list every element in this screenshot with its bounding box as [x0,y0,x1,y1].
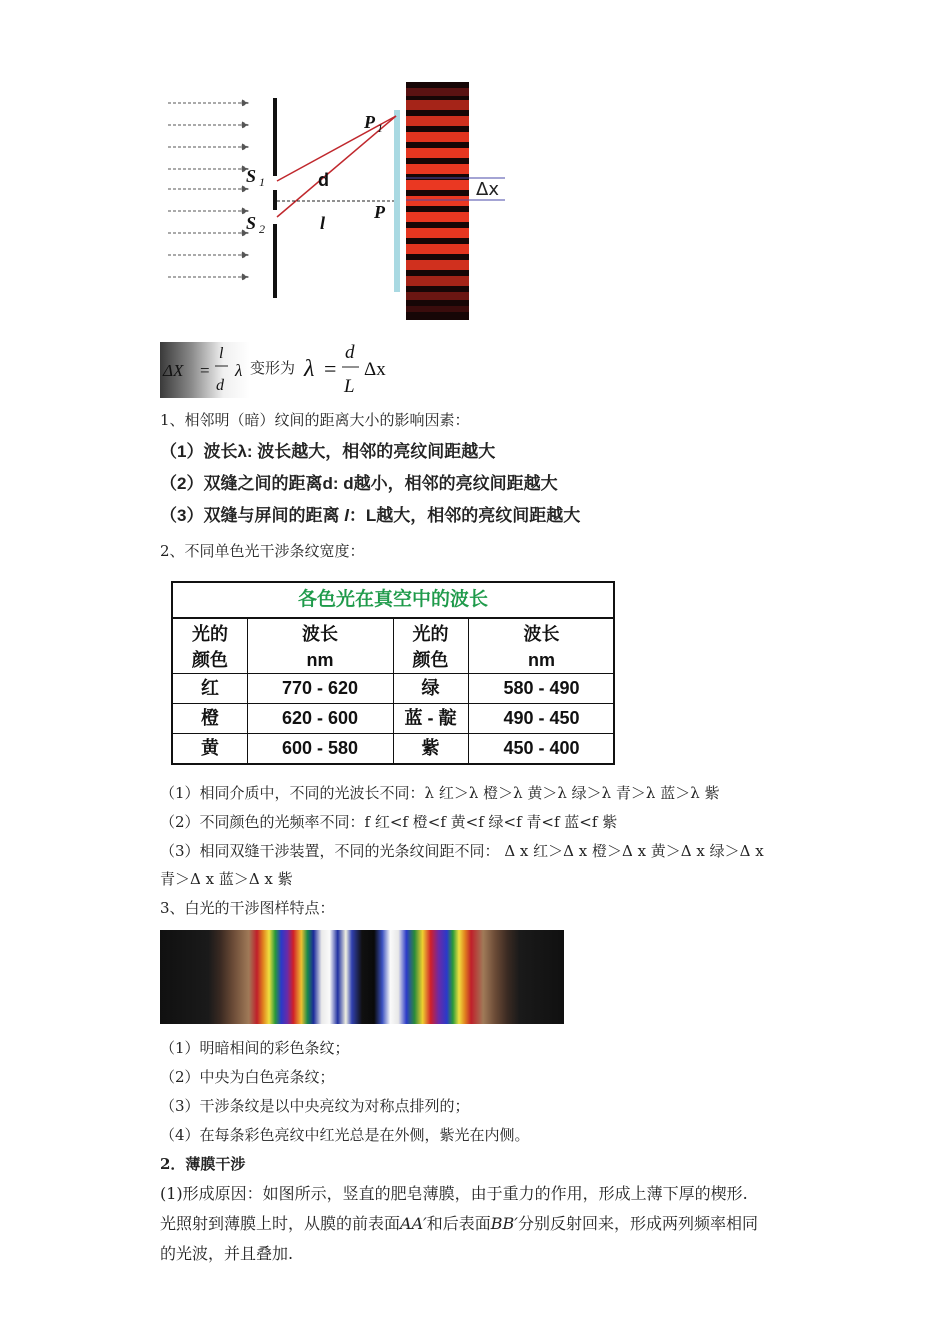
red-fringe-pattern [406,82,469,320]
note-wavelength-order: （1）相同介质中，不同的光波长不同：λ 红＞λ 橙＞λ 黄＞λ 绿＞λ 青＞λ 蓝＞λ 紫 [160,784,720,802]
label-s1: S [246,166,257,186]
factor-wavelength: （1）波长λ: 波长越大，相邻的亮纹间距越大 [160,442,496,461]
table-cell: 红 [201,678,219,698]
formula-mid-text: 变形为 [250,359,296,377]
table-cell: 紫 [421,738,440,758]
note-fringe-spacing-cont: 青＞Δ x 蓝＞Δ x 紫 [160,870,293,888]
svg-text:Δx: Δx [364,359,386,380]
screen [394,110,400,292]
label-delta-x: Δx [476,179,499,200]
svg-text:λ: λ [304,356,315,382]
white-fringe-note-1: （1）明暗相间的彩色条纹； [160,1039,350,1057]
table-title: 各色光在真空中的波长 [173,583,613,619]
double-slit-diagram [160,78,520,328]
thin-film-para-3: 的光波，并且叠加. [160,1244,294,1263]
factor-screen-distance: （3）双缝与屏间的距离 l：L越大，相邻的亮纹间距越大 [160,506,581,525]
label-s2: S [246,213,257,233]
slit-barrier [273,98,277,298]
white-fringe-note-2: （2）中央为白色亮条纹； [160,1068,335,1086]
thin-film-para-1: (1)形成原因：如图所示，竖直的肥皂薄膜，由于重力的作用，形成上薄下厚的楔形. [160,1184,748,1203]
svg-text:2: 2 [259,222,265,236]
label-d: d [318,170,329,190]
table-cell: 600 - 580 [281,738,359,758]
table-cell: 620 - 600 [281,708,359,728]
label-p1: P [364,112,375,132]
table-cell: 580 - 490 [503,678,580,698]
table-cell: 490 - 450 [503,708,580,728]
table-cell: 橙 [201,708,219,728]
table-cell: 黄 [201,738,219,758]
table-cell: 绿 [421,678,440,698]
svg-text:d: d [345,342,355,363]
svg-text:=: = [200,361,210,380]
header-wavelength-2: 波长 nm [523,624,560,670]
svg-text:1: 1 [259,175,265,189]
table-cell: 蓝 - 靛 [404,708,457,728]
wavelength-table [171,581,615,765]
svg-text:=: = [324,356,337,381]
white-light-fringe-image [160,930,564,1024]
section1-heading: 1、相邻明（暗）纹间的距离大小的影响因素： [160,411,470,429]
thin-film-heading: 2．薄膜干涉 [160,1155,246,1173]
thin-film-para-2: 光照射到薄膜上时，从膜的前表面AA′和后表面BB′分别反射回来，形成两列频率相同 [160,1214,758,1233]
header-wavelength: 波长 nm [302,624,338,670]
svg-text:L: L [344,376,355,397]
white-fringe-note-3: （3）干涉条纹是以中央亮纹为对称点排列的； [160,1097,470,1115]
incident-light-arrows [168,100,248,280]
header-color-2: 光的 颜色 [412,624,449,670]
label-p: P [374,202,385,222]
svg-text:λ: λ [235,361,243,380]
section3-heading: 3、白光的干涉图样特点： [160,899,335,917]
svg-text:1: 1 [377,121,383,135]
table-cell: 770 - 620 [281,678,359,698]
white-fringe-note-4: （4）在每条彩色亮纹中红光总是在外侧，紫光在内侧。 [160,1126,530,1144]
svg-text:d: d [216,377,224,394]
note-fringe-spacing: （3）相同双缝干涉装置，不同的光条纹间距不同： Δ x 红＞Δ x 橙＞Δ x 黄＞Δ x 绿＞Δ x [160,842,764,860]
header-color: 光的 颜色 [192,624,228,670]
formula-rhs [300,338,400,400]
table-cell: 450 - 400 [503,738,580,758]
factor-slit-distance: （2）双缝之间的距离d: d越小，相邻的亮纹间距越大 [160,474,558,493]
label-l: l [320,213,326,233]
formula-lhs [160,340,252,400]
svg-text:l: l [219,345,224,362]
svg-text:ΔX: ΔX [163,361,184,380]
section2-heading: 2、不同单色光干涉条纹宽度： [160,542,365,560]
note-frequency-order: （2）不同颜色的光频率不同：f 红<f 橙<f 黄<f 绿<f 青<f 蓝<f 紫 [160,813,618,831]
